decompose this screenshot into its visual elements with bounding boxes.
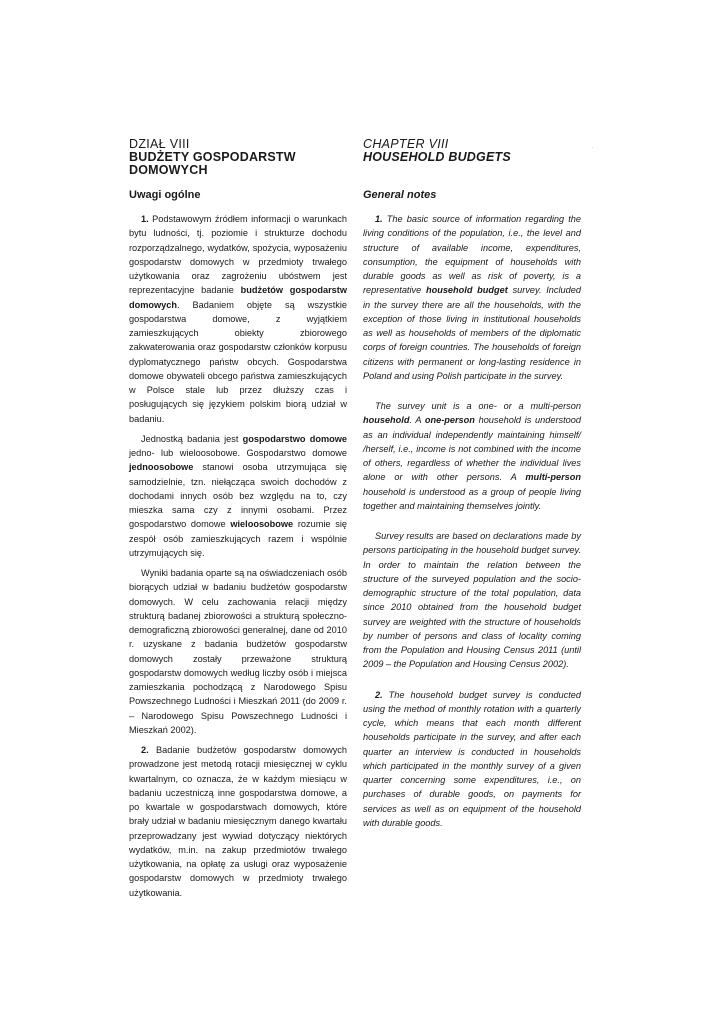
text-run: . A	[409, 415, 425, 426]
bold-term: budżetów gospodarstw domowych	[129, 285, 347, 310]
paragraph-en-4	[363, 688, 581, 831]
text-run: The household budget survey is conducted using the method of monthly rotation with a quarterly cycle, which means that each month different households participate in the survey, and after each quarter an interview is conducted in households which participated in the monthly survey of a given quarter concerning some expenditures, i.e., on purchases of durable goods, on payments for services as well as on equipment of the household with durable goods.	[363, 689, 581, 828]
text-run: survey. Included in the survey there are all the households, with the exception of those living in institutional households as well as households of members of the diplomatic corps of foreign countries. The households of foreign citizens with permanent or long-lasting residence in Poland and using Polish participate in the survey.	[363, 285, 581, 381]
bold-term: jednoosobowe	[129, 462, 194, 473]
paragraph-en-3	[363, 529, 581, 672]
bold-term: one-person	[424, 415, 475, 426]
text-run: Badanie budżetów gospodarstw domowych prowadzone jest metodą rotacji miesięcznej w cyklu kwartalnym, co oznacza, że w każdym miesiącu w badaniu uczestniczą inne gospodarstwa domowe, a po kwartale w gospodarstwach domowych, które brały udział w badaniu miesięcznym danego kwartału przeprowadzany jest wywiad dotyczący niektórych wydatków, m.in. na zakup przedmiotów trwałego użytkowania, na opłatę za usługi oraz wyposażenie gospodarstw domowych w przedmioty trwałego użytkowania.	[129, 745, 347, 898]
polish-column	[129, 137, 347, 898]
text-run: household is understood as a group of people living together and maintaining themselves jointly.	[363, 486, 581, 511]
paragraph-pl-1	[129, 212, 347, 426]
text-run: The basic source of information regarding the living conditions of the population, i.e., the level and structure of available income, expenditures, consumption, the equipment of households with durable goods as well as risk of poverty, is a representative	[363, 214, 581, 296]
body-text-pl	[129, 212, 347, 900]
text-run: The survey unit is a one- or a multi-person	[375, 401, 581, 411]
text-run: rozumie się zespół osób zamieszkujących razem i wspólnie utrzymujących się.	[129, 519, 347, 558]
text-run: Podstawowym źródłem informacji o warunkach bytu ludności, tj. poziomie i strukturze dochodu rozporządzalnego, wydatków, spożycia, wyposażeniu gospodarstw domowych w przedmioty trwałego użytkowania oraz zagrożeniu ubóstwem jest reprezentacyjne badanie	[129, 214, 347, 296]
stray-mark: .	[592, 144, 594, 150]
paragraph-pl-4	[129, 743, 347, 900]
chapter-title-en: HOUSEHOLD BUDGETS	[363, 150, 511, 164]
bold-term: wieloosobowe	[230, 519, 294, 530]
bold-term: household	[363, 415, 410, 426]
general-notes-heading-pl: Uwagi ogólne	[129, 189, 201, 201]
text-run: jedno- lub wieloosobowe. Gospodarstwo domowe	[129, 448, 347, 458]
paragraph-en-2	[363, 399, 581, 513]
general-notes-heading-en: General notes	[363, 189, 437, 201]
english-column	[363, 137, 581, 828]
text-run: household is understood as an individual independently maintaining himself/ /herself, i.e., income is not combined with the income of others, regardless of whether the individual lives alone or with other persons. A	[363, 415, 581, 483]
paragraph-pl-3	[129, 566, 347, 737]
bold-term: household budget	[425, 285, 508, 296]
text-run: Survey results are based on declarations made by persons participating in the household budget survey. In order to maintain the relation between the structure of the surveyed population and the socio-demographic structure of the total population, data since 2010 obtained from the household budget survey are weighted with the structure of households by number of persons and class of locality coming from the Population and Housing Census 2011 (until 2009 – the Population and Housing Census 2002).	[363, 531, 581, 670]
bold-term: 2.	[141, 745, 149, 755]
paragraph-pl-2	[129, 432, 347, 560]
bold-term: multi-person	[525, 472, 581, 483]
bold-term: 1.	[375, 214, 383, 224]
paragraph-en-1	[363, 212, 581, 383]
section-label-pl: DZIAŁ VIII	[129, 137, 190, 151]
text-run: stanowi osoba utrzymująca się samodzielnie, tzn. niełącząca swoich dochodów z dochodami innych osób bez względu na to, czy mieszka sama czy z innymi osobami. Przez gospodarstwo domowe	[129, 462, 347, 530]
text-run: Wyniki badania oparte są na oświadczeniach osób biorących udział w badaniu budżetów gospodarstw domowych. W celu zachowania relacji między strukturą badanej zbiorowości a strukturą społeczno-demograficzną zbiorowości generalnej, dane od 2010 r. uzyskane z badania budżetów gospodarstw domowych zostały przeważone strukturą gospodarstw domowych według liczby osób i miejsca zamieszkania pochodzącą z Narodowego Spisu Powszechnego Ludności i Mieszkań 2011 (do 2009 r. – Narodowego Spisu Powszechnego Ludności i Mieszkań 2002).	[129, 568, 347, 735]
bold-term: gospodarstwo domowe	[242, 433, 347, 444]
chapter-title-pl-line2: DOMOWYCH	[129, 163, 208, 177]
text-run: . Badaniem objęte są wszystkie gospodarstwa domowe, z wyjątkiem zamieszkujących obiekty zbiorowego zakwaterowania oraz gospodarstw członków korpusu dyplomatycznego państw obcych. Gospodarstwa domowe obywateli obcego państwa zamieszkujących w Polsce stale lub przez dłuższy czas i posługujących się językiem polskim biorą udział w badaniu.	[129, 299, 347, 424]
section-label-en: CHAPTER VIII	[363, 137, 449, 151]
body-text-en	[363, 212, 581, 830]
chapter-title-pl-line1: BUDŻETY GOSPODARSTW	[129, 150, 296, 164]
bold-term: 2.	[375, 689, 383, 700]
bold-term: 1.	[141, 214, 149, 224]
text-run: Jednostką badania jest	[141, 433, 243, 444]
